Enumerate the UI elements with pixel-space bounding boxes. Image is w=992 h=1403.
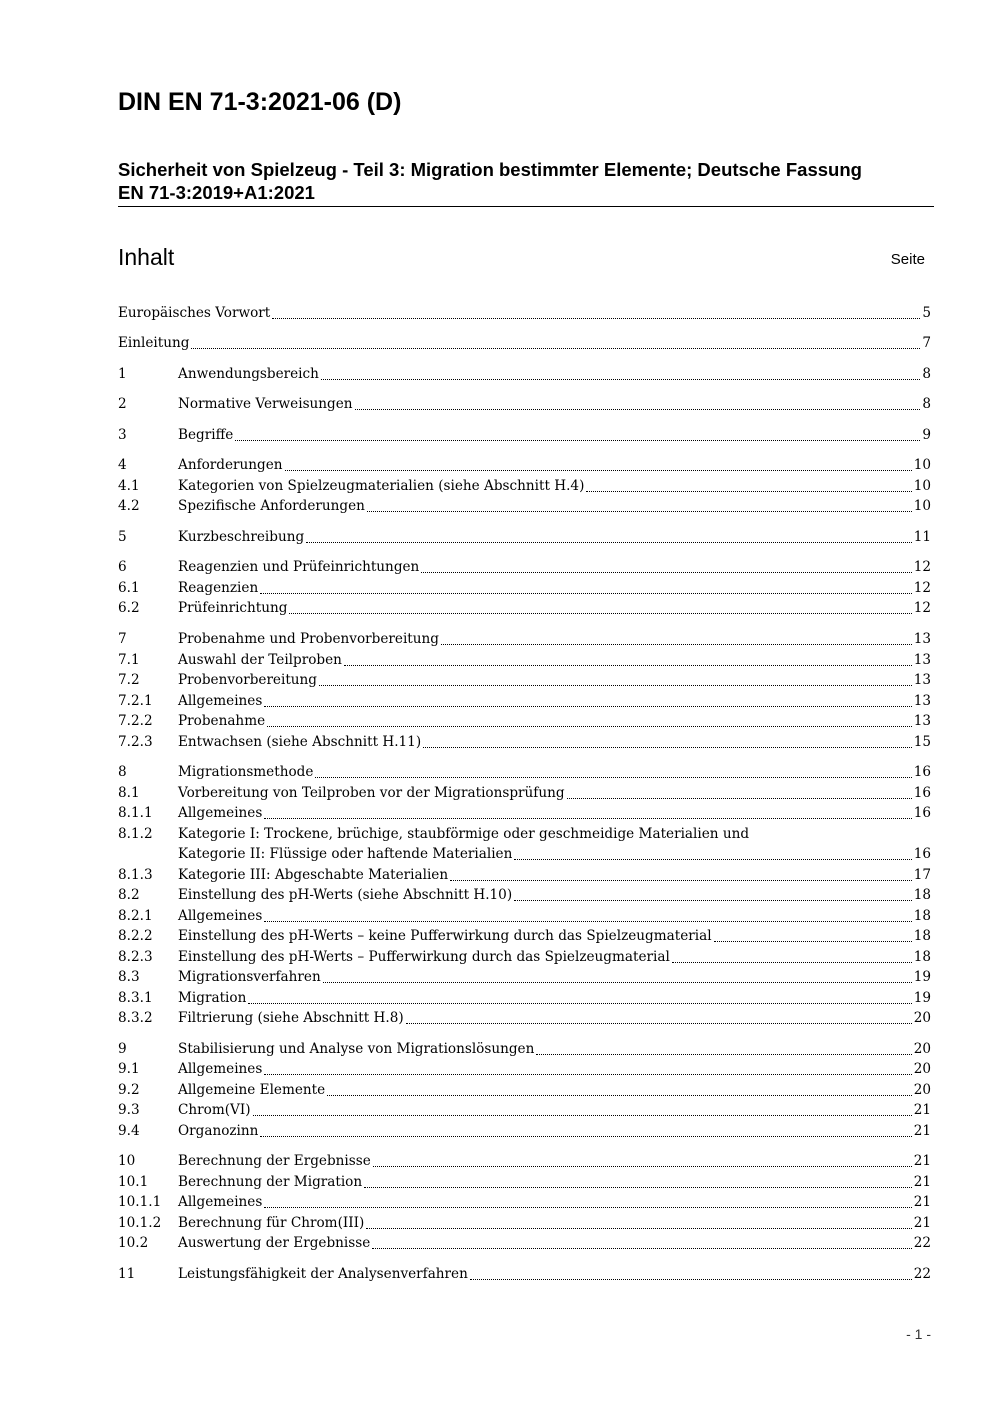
toc-entry[interactable] [118,670,931,690]
toc-dot-leader [248,998,911,1004]
toc-entry-title: Begriffe [178,427,234,443]
toc-entry-page: 21 [913,1194,931,1210]
toc-entry[interactable] [118,455,931,475]
toc-entry-number: 7.2.2 [118,713,153,729]
toc-entry[interactable] [118,1213,931,1233]
toc-entry-number: 5 [118,529,127,545]
toc-entry-number: 4.2 [118,498,140,514]
toc-entry[interactable] [118,1100,931,1120]
toc-entry[interactable] [118,1192,931,1212]
toc-dot-leader [373,1161,912,1167]
toc-entry[interactable] [118,865,931,885]
toc-entry-title: Auswertung der Ergebnisse [178,1235,371,1251]
toc-entry-number: 6 [118,559,127,575]
toc-entry-page: 10 [913,478,931,494]
toc-entry-title: Allgemeine Elemente [178,1082,326,1098]
toc-entry-number: 6.2 [118,600,140,616]
toc-entry-title: Einstellung des pH-Werts (siehe Abschnitt H.10) [178,887,513,903]
toc-entry-page: 15 [913,734,931,750]
toc-entry-title: Anwendungsbereich [178,366,319,382]
toc-entry[interactable] [118,1121,931,1141]
toc-dot-leader [327,1090,912,1096]
toc-dot-leader [321,374,920,380]
toc-dot-leader [470,1274,912,1280]
toc-entry-number: 8.3.2 [118,1010,153,1026]
toc-entry-title: Organozinn [178,1123,259,1139]
toc-entry-page: 13 [913,672,931,688]
toc-entry[interactable] [118,783,931,803]
toc-dot-leader [586,486,911,492]
toc-entry-page: 16 [913,846,931,862]
toc-entry-number: 7 [118,631,127,647]
toc-entry[interactable] [118,947,931,967]
toc-entry[interactable] [118,303,931,323]
toc-entry[interactable] [118,885,931,905]
toc-entry-title: Filtrierung (siehe Abschnitt H.8) [178,1010,404,1026]
toc-entry[interactable] [118,732,931,752]
toc-entry-number: 10.2 [118,1235,149,1251]
toc-entry-title: Reagenzien [178,580,259,596]
toc-entry-number: 10.1.1 [118,1194,162,1210]
toc-entry-number: 7.2.1 [118,693,153,709]
toc-dot-leader [367,506,912,512]
toc-entry-page: 20 [913,1082,931,1098]
toc-entry-number: 1 [118,366,127,382]
toc-entry[interactable] [118,1151,931,1171]
toc-entry-title: Einstellung des pH-Werts – Pufferwirkung durch das Spielzeugmaterial [178,949,670,965]
toc-entry-title: Leistungsfähigkeit der Analysenverfahren [178,1266,468,1282]
toc-entry-page: 22 [913,1266,931,1282]
subtitle-line-2: EN 71-3:2019+A1:2021 [118,182,315,203]
toc-entry-title: Allgemeines [178,908,263,924]
toc-entry[interactable] [118,598,931,618]
toc-entry-page: 12 [913,580,931,596]
toc-entry[interactable] [118,333,931,353]
toc-entry-page: 18 [913,928,931,944]
toc-entry-page: 21 [913,1123,931,1139]
toc-dot-leader [264,813,911,819]
toc-entry-page: 20 [913,1061,931,1077]
toc-entry-title: Spezifische Anforderungen [178,498,365,514]
toc-dot-leader [567,793,912,799]
toc-entry-page: 18 [913,887,931,903]
toc-entry-title: Allgemeines [178,1061,263,1077]
toc-entry-number: 7.1 [118,652,140,668]
toc-entry-page: 12 [913,559,931,575]
toc-entry-title: Probenahme und Probenvorbereitung [178,631,439,647]
toc-dot-leader [264,701,911,707]
toc-entry-number: 8.2 [118,887,140,903]
toc-entry-title: Berechnung der Migration [178,1174,363,1190]
toc-dot-leader [536,1049,911,1055]
toc-entry-number: 9.2 [118,1082,140,1098]
toc-entry-title: Einstellung des pH-Werts – keine Pufferwirkung durch das Spielzeugmaterial [178,928,712,944]
toc-dot-leader [514,895,912,901]
toc-entry-title: Kategorie I: Trockene, brüchige, staubförmige oder geschmeidige Materialien und [178,826,750,842]
toc-entry[interactable] [118,527,931,547]
toc-entry-title: Normative Verweisungen [178,396,353,412]
toc-entry-number: 8 [118,764,127,780]
toc-entry-page: 19 [913,969,931,985]
toc-entry-title: Kategorie III: Abgeschabte Materialien [178,867,449,883]
toc-entry-page: 22 [913,1235,931,1251]
toc-dot-leader [315,772,911,778]
toc-entry-title: Kurzbeschreibung [178,529,305,545]
toc-entry-page: 17 [913,867,931,883]
toc-entry-page: 21 [913,1174,931,1190]
document-subtitle [118,158,936,204]
toc-entry-title: Europäisches Vorwort [118,305,271,321]
toc-entry[interactable] [118,650,931,670]
toc-entry[interactable] [118,691,931,711]
toc-entry-number: 8.1.3 [118,867,153,883]
page-column-label: Seite [890,251,925,268]
toc-entry-title: Auswahl der Teilproben [178,652,342,668]
toc-entry[interactable] [118,425,931,445]
toc-entry-page: 16 [913,805,931,821]
toc-entry-number: 8.2.1 [118,908,153,924]
toc-entry-number: 8.1.2 [118,826,153,842]
toc-entry-number: 4 [118,457,127,473]
toc-dot-leader [235,435,920,441]
toc-dot-leader [406,1018,912,1024]
toc-entry[interactable] [118,824,931,844]
toc-entry-number: 10.1 [118,1174,149,1190]
document-title: DIN EN 71-3:2021-06 (D) [118,88,402,116]
toc-dot-leader [319,680,912,686]
toc-dot-leader [514,854,911,860]
toc-entry-number: 10.1.2 [118,1215,162,1231]
toc-entry-page: 16 [913,785,931,801]
toc-entry-page: 13 [913,652,931,668]
toc-entry-page: 11 [913,529,931,545]
toc-dot-leader [423,742,912,748]
toc-entry-number: 9.4 [118,1123,140,1139]
toc-entry-page: 20 [913,1041,931,1057]
toc-entry-title: Kategorien von Spielzeugmaterialien (siehe Abschnitt H.4) [178,478,585,494]
toc-entry-title: Probenvorbereitung [178,672,318,688]
toc-dot-leader [285,465,912,471]
toc-entry-number: 11 [118,1266,136,1282]
toc-entry[interactable] [118,394,931,414]
toc-entry-page: 21 [913,1153,931,1169]
toc-entry-number: 8.2.3 [118,949,153,965]
toc-entry-number: 8.3 [118,969,140,985]
toc-dot-leader [364,1182,912,1188]
page-number: - 1 - [906,1326,931,1342]
toc-entry-title: Migration [178,990,247,1006]
toc-entry-page: 21 [913,1102,931,1118]
toc-entry-page: 20 [913,1010,931,1026]
toc-dot-leader [441,639,912,645]
toc-entry[interactable] [118,967,931,987]
toc-entry-title: Prüfeinrichtung [178,600,288,616]
toc-entry-title: Probenahme [178,713,266,729]
toc-entry-title: Vorbereitung von Teilproben vor der Migrationsprüfung [178,785,565,801]
toc-entry-number: 10 [118,1153,136,1169]
toc-entry-page: 12 [913,600,931,616]
toc-dot-leader [191,343,920,349]
toc-entry-page: 8 [922,366,931,382]
toc-entry-number: 6.1 [118,580,140,596]
toc-entry[interactable] [118,926,931,946]
toc-entry-number: 7.2.3 [118,734,153,750]
toc-entry[interactable] [118,1172,931,1192]
toc-entry[interactable] [118,762,931,782]
toc-entry-page: 16 [913,764,931,780]
toc-entry-title: Chrom(VI) [178,1102,251,1118]
toc-entry-page: 5 [922,305,931,321]
toc-dot-leader [344,660,912,666]
toc-dot-leader [421,567,911,573]
toc-entry[interactable] [118,1039,931,1059]
toc-entry-title: Allgemeines [178,693,263,709]
toc-dot-leader [372,1243,911,1249]
toc-entry[interactable] [118,578,931,598]
subtitle-line-1: Sicherheit von Spielzeug - Teil 3: Migration bestimmter Elemente; Deutsche Fassung [118,159,862,180]
toc-entry-number: 9.1 [118,1061,140,1077]
toc-entry-title: Berechnung der Ergebnisse [178,1153,371,1169]
toc-entry-number: 8.1.1 [118,805,153,821]
toc-entry-number: 7.2 [118,672,140,688]
toc-entry[interactable] [118,1008,931,1028]
toc-dot-leader [672,957,912,963]
toc-entry[interactable] [118,496,931,516]
toc-entry-title: Migrationsmethode [178,764,314,780]
toc-dot-leader [264,1069,911,1075]
subtitle-divider [118,206,934,207]
toc-entry[interactable] [118,364,931,384]
toc-entry-page: 13 [913,693,931,709]
toc-entry-page: 10 [913,457,931,473]
toc-entry-page: 18 [913,949,931,965]
toc-entry-title: Allgemeines [178,805,263,821]
toc-entry[interactable] [118,1264,931,1284]
toc-entry-title: Allgemeines [178,1194,263,1210]
toc-entry-title: Migrationsverfahren [178,969,321,985]
toc-entry[interactable] [118,1233,931,1253]
toc-entry[interactable] [118,1080,931,1100]
toc-dot-leader [355,404,921,410]
toc-entry-number: 2 [118,396,127,412]
toc-entry-number: 9 [118,1041,127,1057]
toc-entry[interactable] [118,629,931,649]
toc-dot-leader [267,721,912,727]
toc-entry[interactable] [118,557,931,577]
toc-entry[interactable] [118,476,931,496]
toc-entry-number: 8.2.2 [118,928,153,944]
toc-dot-leader [714,936,912,942]
toc-dot-leader [260,1131,911,1137]
toc-entry-page: 13 [913,631,931,647]
toc-entry-page: 7 [922,335,931,351]
toc-entry-number: 3 [118,427,127,443]
toc-entry-page: 18 [913,908,931,924]
toc-dot-leader [264,916,911,922]
toc-dot-leader [450,875,912,881]
toc-entry-page: 10 [913,498,931,514]
toc-entry[interactable] [118,844,931,864]
toc-dot-leader [323,977,912,983]
toc-dot-leader [366,1223,911,1229]
toc-dot-leader [260,588,911,594]
toc-entry-number: 8.1 [118,785,140,801]
toc-entry[interactable] [118,711,931,731]
toc-entry-page: 9 [922,427,931,443]
toc-entry-title: Anforderungen [178,457,283,473]
toc-entry-page: 19 [913,990,931,1006]
toc-dot-leader [264,1202,911,1208]
toc-entry-title: Entwachsen (siehe Abschnitt H.11) [178,734,422,750]
toc-entry-page: 21 [913,1215,931,1231]
toc-entry-title: Stabilisierung und Analyse von Migrationslösungen [178,1041,535,1057]
toc-entry-page: 13 [913,713,931,729]
toc-entry[interactable] [118,988,931,1008]
toc-entry-number: 4.1 [118,478,140,494]
toc-entry-title: Reagenzien und Prüfeinrichtungen [178,559,420,575]
toc-entry-number: 9.3 [118,1102,140,1118]
toc-entry-title: Einleitung [118,335,190,351]
toc-entry[interactable] [118,906,931,926]
toc-entry-page: 8 [922,396,931,412]
toc-entry-title: Berechnung für Chrom(III) [178,1215,365,1231]
toc-dot-leader [272,313,920,319]
toc-entry[interactable] [118,1059,931,1079]
toc-dot-leader [253,1110,912,1116]
toc-entry[interactable] [118,803,931,823]
toc-heading: Inhalt [118,244,175,270]
toc-entry-title: Kategorie II: Flüssige oder haftende Materialien [178,846,513,862]
toc-dot-leader [306,537,912,543]
toc-entry-number: 8.3.1 [118,990,153,1006]
toc-dot-leader [289,608,911,614]
